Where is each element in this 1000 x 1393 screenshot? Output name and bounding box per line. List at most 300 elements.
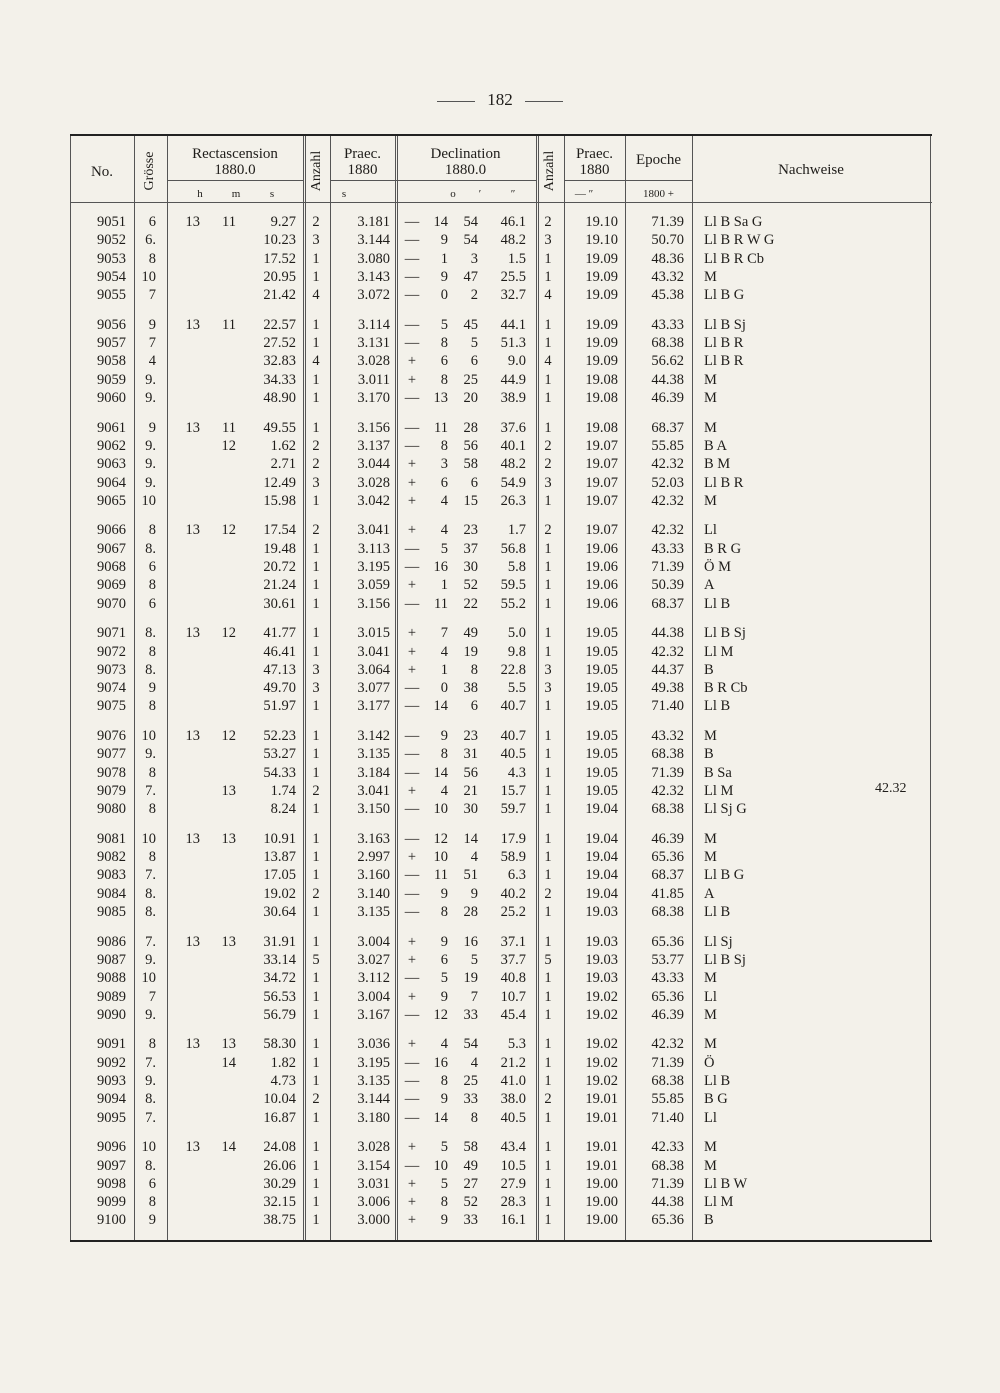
- cell-nw: B R G: [704, 540, 742, 557]
- cell-ds: 9.0: [507, 353, 526, 370]
- cell-an2: 1: [544, 371, 552, 388]
- cell-dd: 10: [433, 849, 448, 866]
- cell-dd: 4: [440, 782, 448, 799]
- header-epoche: Epoche: [636, 152, 681, 168]
- cell-no: 9069: [97, 577, 126, 594]
- cell-ds: 59.5: [500, 577, 526, 594]
- cell-an2: 3: [544, 661, 552, 678]
- cell-nw: Ll B: [704, 1073, 731, 1089]
- cell-an2: 2: [544, 437, 552, 454]
- cell-nw: M: [704, 1139, 717, 1156]
- cell-s: 30.64: [263, 904, 296, 920]
- cell-ep: 44.38: [651, 371, 684, 388]
- cell-sg: —: [404, 419, 420, 436]
- cell-dm: 6: [470, 698, 478, 715]
- cell-ds: 40.1: [500, 437, 526, 454]
- cell-sg: +: [407, 456, 417, 473]
- cell-sg: —: [404, 559, 420, 575]
- cell-nw: B R Cb: [704, 680, 748, 697]
- cell-s: 34.72: [263, 970, 296, 987]
- cell-pra: 3.113: [357, 540, 390, 557]
- cell-dm: 6: [470, 353, 478, 370]
- cell-nw: Ö M: [704, 559, 731, 575]
- cell-s: 54.33: [263, 764, 296, 781]
- cell-ep: 71.40: [651, 698, 684, 715]
- cell-nw: B: [704, 746, 714, 763]
- cell-sg: —: [404, 595, 420, 612]
- cell-s: 20.95: [263, 268, 296, 285]
- cell-ds: 48.2: [500, 456, 526, 473]
- cell-s: 19.02: [263, 885, 296, 902]
- cell-prd: 19.09: [585, 353, 618, 370]
- cell-dm: 4: [470, 849, 478, 866]
- col-rule: [167, 136, 168, 1240]
- cell-an: 4: [312, 353, 320, 370]
- cell-ep: 68.37: [651, 595, 684, 612]
- cell-an2: 1: [544, 1036, 552, 1053]
- cell-nw: Ll B W: [704, 1175, 748, 1192]
- cell-ep: 71.39: [651, 559, 684, 575]
- cell-gr: 9.: [145, 1073, 156, 1089]
- cell-an2: 1: [544, 1175, 552, 1192]
- cell-an2: 2: [544, 456, 552, 473]
- cell-s: 1.62: [270, 437, 296, 454]
- cell-nw: Ll M: [704, 643, 734, 660]
- cell-s: 47.13: [263, 661, 296, 678]
- cell-ds: 6.3: [507, 867, 526, 884]
- cell-sg: +: [407, 661, 417, 678]
- cell-s: 10.23: [263, 232, 296, 249]
- cell-an2: 1: [544, 595, 552, 612]
- cell-gr: 8: [148, 250, 156, 267]
- cell-ep: 68.38: [651, 1073, 684, 1089]
- cell-s: 38.75: [263, 1212, 296, 1229]
- cell-ep: 49.38: [651, 680, 684, 697]
- cell-an2: 1: [544, 268, 552, 285]
- cell-no: 9070: [97, 595, 126, 612]
- cell-gr: 8: [148, 849, 156, 866]
- cell-an2: 1: [544, 988, 552, 1005]
- header-decl-epoch: 1880.0: [444, 162, 487, 178]
- cell-dm: 30: [463, 801, 478, 818]
- cell-s: 2.71: [270, 456, 296, 473]
- decl-sub-rule: [395, 180, 536, 181]
- cell-dm: 21: [463, 782, 478, 799]
- cell-an: 1: [312, 1212, 320, 1229]
- cell-dm: 16: [463, 933, 478, 950]
- cell-an: 1: [312, 1036, 320, 1053]
- cell-prd: 19.05: [585, 728, 618, 744]
- cell-ds: 46.1: [500, 214, 526, 230]
- cell-an: 1: [312, 419, 320, 436]
- cell-sg: +: [407, 782, 417, 799]
- cell-prd: 19.04: [585, 849, 618, 866]
- cell-s: 10.91: [263, 830, 296, 847]
- cell-prd: 19.07: [585, 492, 618, 509]
- cell-dm: 33: [463, 1091, 478, 1108]
- cell-prd: 19.00: [585, 1175, 618, 1192]
- header-no: No.: [90, 164, 114, 180]
- cell-ep: 50.39: [651, 577, 684, 594]
- cell-nw: B: [704, 1212, 714, 1229]
- cell-prd: 19.05: [585, 680, 618, 697]
- cell-s: 22.57: [263, 316, 296, 333]
- cell-an2: 2: [544, 214, 552, 230]
- cell-gr: 9.: [145, 951, 156, 968]
- cell-dd: 3: [440, 456, 448, 473]
- cell-dd: 14: [433, 1109, 448, 1126]
- cell-nw: M: [704, 970, 717, 987]
- cell-nw: Ll: [704, 988, 717, 1005]
- cell-ep: 44.37: [651, 661, 684, 678]
- cell-gr: 4: [148, 353, 156, 370]
- cell-no: 9058: [97, 353, 126, 370]
- cell-prd: 19.00: [585, 1212, 618, 1229]
- cell-s: 31.91: [263, 933, 296, 950]
- cell-dd: 5: [440, 1139, 448, 1156]
- cell-an2: 1: [544, 970, 552, 987]
- cell-pra: 3.156: [357, 595, 390, 612]
- cell-an2: 1: [544, 625, 552, 642]
- cell-no: 9085: [97, 904, 126, 920]
- header-anzahl-2: Anzahl: [542, 150, 557, 192]
- cell-an: 1: [312, 933, 320, 950]
- cell-no: 9088: [97, 970, 126, 987]
- cell-ep: 65.36: [651, 1212, 684, 1229]
- page-number-text: 182: [487, 90, 513, 109]
- cell-ep: 71.39: [651, 1054, 684, 1071]
- cell-s: 12.49: [263, 474, 296, 491]
- cell-nw: Ll B Sj: [704, 625, 746, 642]
- cell-gr: 7.: [145, 933, 156, 950]
- cell-s: 32.83: [263, 353, 296, 370]
- cell-an: 1: [312, 988, 320, 1005]
- header-ra-epoch: 1880.0: [214, 162, 256, 178]
- cell-pra: 3.137: [357, 437, 390, 454]
- cell-dm: 5: [470, 951, 478, 968]
- cell-prd: 19.03: [585, 933, 618, 950]
- cell-ds: 5.0: [507, 625, 526, 642]
- col-rule: [692, 136, 693, 1240]
- cell-dd: 5: [440, 970, 448, 987]
- cell-an2: 1: [544, 698, 552, 715]
- cell-ds: 51.3: [500, 335, 526, 352]
- cell-sg: —: [404, 437, 420, 454]
- cell-pra: 3.167: [357, 1006, 390, 1023]
- cell-an2: 5: [544, 951, 552, 968]
- cell-sg: +: [407, 1175, 417, 1192]
- cell-nw: Ll Sj: [704, 933, 733, 950]
- cell-dm: 19: [463, 643, 478, 660]
- cell-gr: 9.: [145, 371, 156, 388]
- cell-an: 1: [312, 746, 320, 763]
- cell-sg: +: [407, 353, 417, 370]
- cell-sg: +: [407, 474, 417, 491]
- cell-no: 9054: [97, 268, 126, 285]
- cell-nw: M: [704, 419, 717, 436]
- cell-pra: 3.042: [357, 492, 390, 509]
- cell-an: 1: [312, 316, 320, 333]
- cell-m: 12: [221, 728, 236, 744]
- cell-ds: 10.5: [500, 1157, 526, 1174]
- cell-dd: 9: [440, 933, 448, 950]
- cell-ds: 10.7: [500, 988, 526, 1005]
- cell-ds: 37.7: [500, 951, 526, 968]
- cell-gr: 8.: [145, 661, 156, 678]
- cell-pra: 3.004: [357, 933, 390, 950]
- cell-gr: 7: [148, 287, 156, 304]
- cell-pra: 3.041: [357, 522, 390, 539]
- cell-ep: 43.33: [651, 316, 684, 333]
- cell-no: 9079: [97, 782, 126, 799]
- cell-h: 13: [185, 933, 200, 950]
- cell-prd: 19.09: [585, 250, 618, 267]
- cell-m: 13: [221, 782, 236, 799]
- cell-prd: 19.04: [585, 867, 618, 884]
- cell-gr: 9.: [145, 746, 156, 763]
- cell-an2: 1: [544, 419, 552, 436]
- cell-gr: 7.: [145, 1109, 156, 1126]
- cell-gr: 9.: [145, 437, 156, 454]
- cell-gr: 9.: [145, 474, 156, 491]
- cell-gr: 10: [141, 492, 156, 509]
- cell-sg: +: [407, 1212, 417, 1229]
- cell-pra: 3.006: [357, 1194, 390, 1211]
- cell-an: 1: [312, 1006, 320, 1023]
- cell-sg: —: [404, 728, 420, 744]
- cell-dm: 28: [463, 419, 478, 436]
- cell-nw: M: [704, 849, 717, 866]
- cell-prd: 19.05: [585, 782, 618, 799]
- cell-s: 56.79: [263, 1006, 296, 1023]
- cell-dm: 38: [463, 680, 478, 697]
- cell-an: 2: [312, 1091, 320, 1108]
- cell-an2: 1: [544, 849, 552, 866]
- header-ra-unit-h: h: [197, 188, 203, 200]
- cell-nw: M: [704, 492, 717, 509]
- cell-prd: 19.09: [585, 268, 618, 285]
- cell-pra: 3.142: [357, 728, 390, 744]
- cell-nw: M: [704, 728, 717, 744]
- cell-nw: Ll B R Cb: [704, 250, 765, 267]
- cell-ds: 59.7: [500, 801, 526, 818]
- cell-ep: 42.32: [651, 492, 684, 509]
- cell-an: 1: [312, 801, 320, 818]
- cell-prd: 19.05: [585, 643, 618, 660]
- cell-sg: —: [404, 680, 420, 697]
- cell-prd: 19.10: [585, 214, 618, 230]
- cell-no: 9067: [97, 540, 126, 557]
- cell-ep: 46.39: [651, 390, 684, 406]
- cell-ep: 43.33: [651, 540, 684, 557]
- cell-sg: —: [404, 214, 420, 230]
- cell-ep: 68.38: [651, 746, 684, 763]
- cell-prd: 19.04: [585, 885, 618, 902]
- col-rule: [330, 136, 331, 1240]
- cell-prd: 19.04: [585, 830, 618, 847]
- cell-m: 14: [221, 1139, 236, 1156]
- cell-s: 20.72: [263, 559, 296, 575]
- cell-an: 1: [312, 577, 320, 594]
- cell-nw: Ll M: [704, 1194, 734, 1211]
- cell-dd: 11: [434, 419, 448, 436]
- cell-an: 1: [312, 867, 320, 884]
- cell-an2: 3: [544, 232, 552, 249]
- cell-ep: 52.03: [651, 474, 684, 491]
- cell-dm: 47: [463, 268, 478, 285]
- cell-pra: 3.027: [357, 951, 390, 968]
- cell-dd: 1: [440, 577, 448, 594]
- cell-an: 2: [312, 437, 320, 454]
- cell-no: 9090: [97, 1006, 126, 1023]
- cell-h: 13: [185, 522, 200, 539]
- cell-dd: 7: [440, 625, 448, 642]
- cell-an2: 1: [544, 782, 552, 799]
- cell-no: 9097: [97, 1157, 126, 1174]
- cell-m: 13: [221, 830, 236, 847]
- cell-gr: 6: [148, 595, 156, 612]
- cell-pra: 3.156: [357, 419, 390, 436]
- cell-no: 9086: [97, 933, 126, 950]
- praec2-sub-rule: [564, 180, 692, 181]
- cell-an: 2: [312, 522, 320, 539]
- cell-prd: 19.05: [585, 746, 618, 763]
- cell-ep: 68.38: [651, 1157, 684, 1174]
- cell-prd: 19.05: [585, 625, 618, 642]
- cell-prd: 19.02: [585, 1036, 618, 1053]
- cell-no: 9060: [97, 390, 126, 406]
- cell-gr: 10: [141, 970, 156, 987]
- cell-sg: —: [404, 335, 420, 352]
- cell-an2: 3: [544, 680, 552, 697]
- cell-an: 1: [312, 970, 320, 987]
- cell-prd: 19.01: [585, 1109, 618, 1126]
- cell-m: 13: [221, 933, 236, 950]
- cell-sg: +: [407, 1194, 417, 1211]
- cell-dm: 54: [463, 232, 478, 249]
- cell-sg: —: [404, 1073, 420, 1089]
- cell-pra: 3.181: [357, 214, 390, 230]
- cell-ds: 28.3: [500, 1194, 526, 1211]
- cell-ds: 21.2: [500, 1054, 526, 1071]
- cell-pra: 3.028: [357, 353, 390, 370]
- cell-dm: 25: [463, 371, 478, 388]
- cell-dm: 31: [463, 746, 478, 763]
- cell-no: 9091: [97, 1036, 126, 1053]
- cell-no: 9094: [97, 1091, 126, 1108]
- cell-pra: 3.036: [357, 1036, 390, 1053]
- cell-gr: 10: [141, 268, 156, 285]
- cell-nw: A: [704, 885, 715, 902]
- cell-ep: 65.36: [651, 933, 684, 950]
- cell-ep: 42.32: [651, 456, 684, 473]
- cell-sg: —: [404, 390, 420, 406]
- cell-gr: 8: [148, 522, 156, 539]
- cell-an: 1: [312, 1109, 320, 1126]
- cell-ds: 25.5: [500, 268, 526, 285]
- cell-s: 9.27: [270, 214, 296, 230]
- cell-dm: 20: [463, 390, 478, 406]
- cell-s: 10.04: [263, 1091, 296, 1108]
- cell-no: 9099: [97, 1194, 126, 1211]
- cell-nw: A: [704, 577, 715, 594]
- cell-an: 1: [312, 268, 320, 285]
- cell-pra: 2.997: [357, 849, 390, 866]
- cell-an: 1: [312, 904, 320, 920]
- cell-s: 21.42: [263, 287, 296, 304]
- cell-dm: 23: [463, 522, 478, 539]
- cell-sg: —: [404, 830, 420, 847]
- cell-ds: 56.8: [500, 540, 526, 557]
- header-praec-2: Praec.: [575, 146, 614, 162]
- cell-ep: 53.77: [651, 951, 684, 968]
- cell-ds: 15.7: [500, 782, 526, 799]
- cell-an: 1: [312, 492, 320, 509]
- cell-dm: 58: [463, 456, 478, 473]
- cell-nw: M: [704, 268, 717, 285]
- cell-no: 9077: [97, 746, 126, 763]
- cell-an: 2: [312, 782, 320, 799]
- cell-nw: Ll B: [704, 698, 731, 715]
- cell-ds: 45.4: [500, 1006, 526, 1023]
- cell-an2: 1: [544, 933, 552, 950]
- cell-s: 4.73: [270, 1073, 296, 1089]
- header-ra: Rectascension: [192, 146, 278, 162]
- cell-pra: 3.135: [357, 1073, 390, 1089]
- cell-nw: M: [704, 830, 717, 847]
- cell-prd: 19.03: [585, 951, 618, 968]
- cell-dd: 16: [433, 559, 448, 575]
- cell-no: 9093: [97, 1073, 126, 1089]
- cell-dm: 37: [463, 540, 478, 557]
- cell-s: 17.05: [263, 867, 296, 884]
- cell-dd: 9: [440, 885, 448, 902]
- cell-dm: 2: [470, 287, 478, 304]
- cell-an2: 1: [544, 1006, 552, 1023]
- cell-nw: Ll Sj G: [704, 801, 747, 818]
- cell-s: 49.70: [263, 680, 296, 697]
- cell-nw: Ll B G: [704, 287, 745, 304]
- cell-h: 13: [185, 316, 200, 333]
- cell-prd: 19.09: [585, 287, 618, 304]
- cell-an2: 1: [544, 559, 552, 575]
- cell-no: 9075: [97, 698, 126, 715]
- cell-sg: +: [407, 625, 417, 642]
- cell-dm: 15: [463, 492, 478, 509]
- cell-sg: —: [404, 904, 420, 920]
- cell-h: 13: [185, 830, 200, 847]
- cell-sg: —: [404, 801, 420, 818]
- cell-pra: 3.028: [357, 474, 390, 491]
- cell-an2: 1: [544, 316, 552, 333]
- cell-dm: 22: [463, 595, 478, 612]
- cell-h: 13: [185, 625, 200, 642]
- cell-pra: 3.144: [357, 232, 390, 249]
- cell-dd: 8: [440, 1073, 448, 1089]
- cell-pra: 3.064: [357, 661, 390, 678]
- cell-pra: 3.184: [357, 764, 390, 781]
- cell-dd: 10: [433, 1157, 448, 1174]
- cell-an: 2: [312, 214, 320, 230]
- header-epoche-sub: 1800 +: [643, 188, 674, 200]
- cell-prd: 19.06: [585, 540, 618, 557]
- cell-ep: 55.85: [651, 1091, 684, 1108]
- cell-ep: 42.32: [651, 643, 684, 660]
- cell-dd: 1: [440, 250, 448, 267]
- cell-prd: 19.01: [585, 1139, 618, 1156]
- cell-ep: 41.85: [651, 885, 684, 902]
- cell-s: 15.98: [263, 492, 296, 509]
